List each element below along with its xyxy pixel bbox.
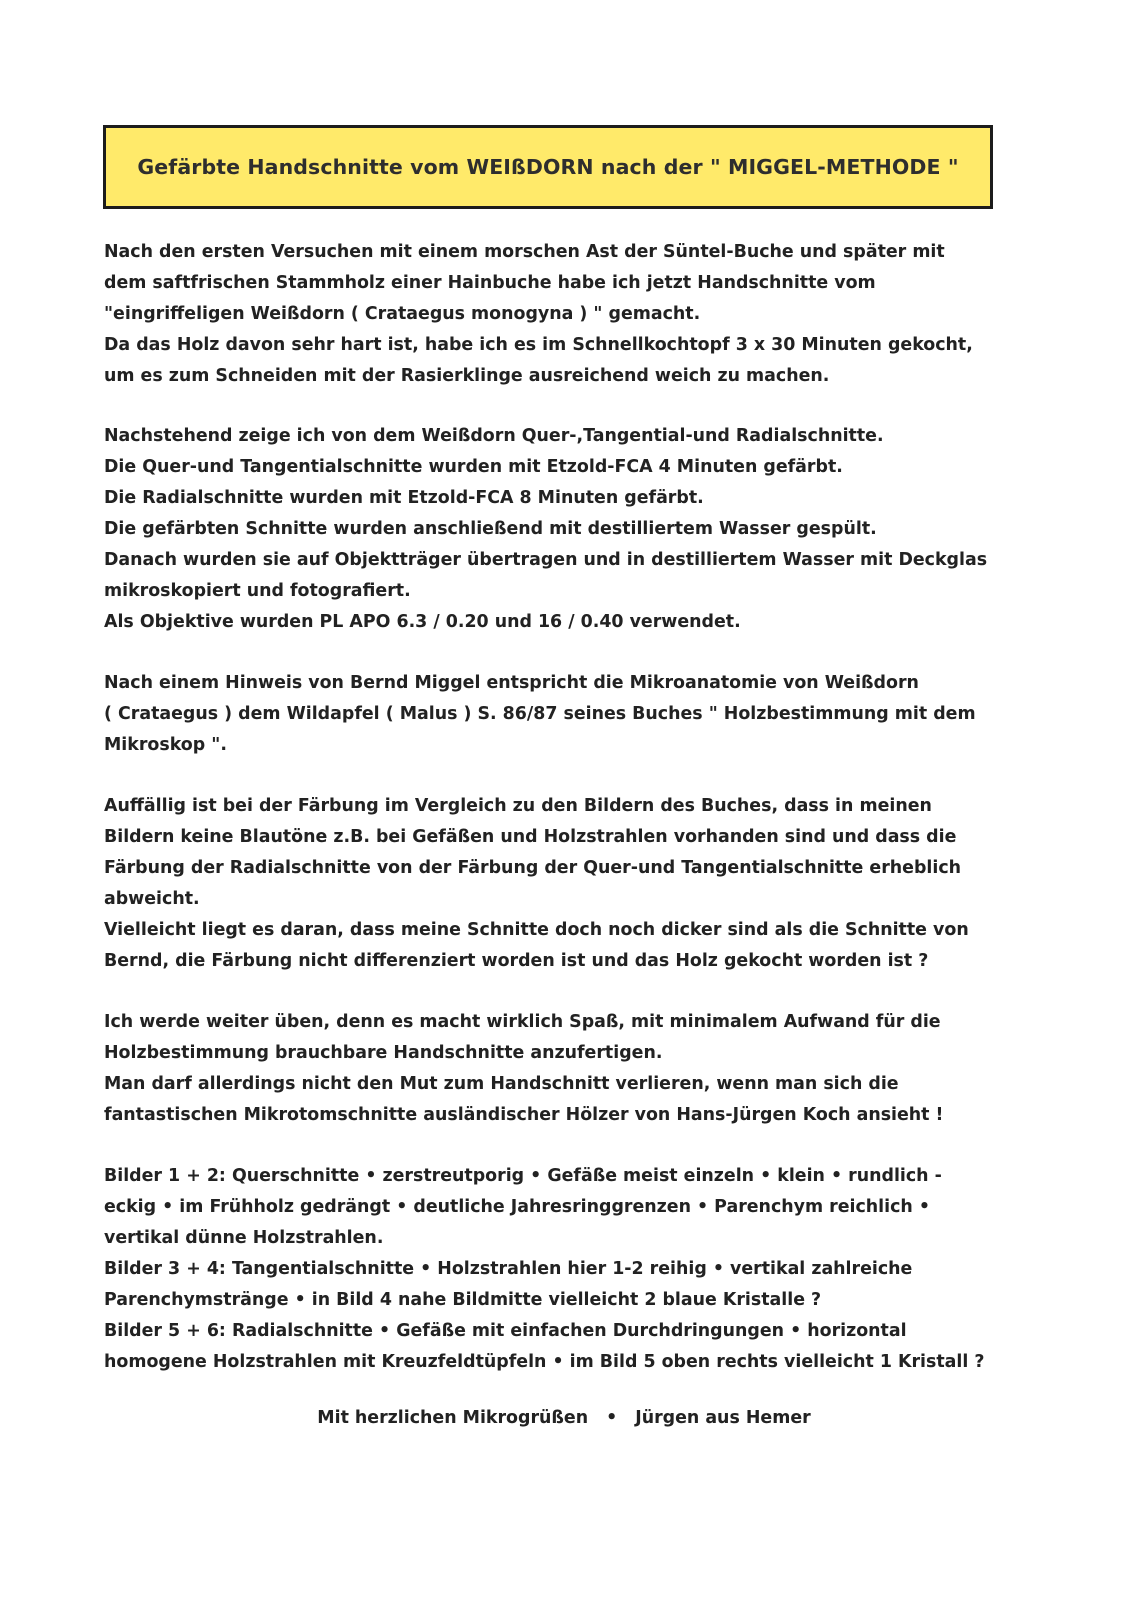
text-line: Die Quer-und Tangentialschnitte wurden mit Etzold-FCA 4 Minuten gefärbt. — [104, 457, 843, 477]
text-line: Bilder 5 + 6: Radialschnitte • Gefäße mit einfachen Durchdringungen • horizontal — [104, 1321, 907, 1341]
text-line: Ich werde weiter üben, denn es macht wirklich Spaß, mit minimalem Aufwand für die — [104, 1012, 941, 1032]
paragraph-image-captions — [104, 1161, 1004, 1378]
text-line: Färbung der Radialschnitte von der Färbung der Quer-und Tangentialschnitte erheblich — [104, 858, 962, 878]
text-line: Bilder 3 + 4: Tangentialschnitte • Holzstrahlen hier 1-2 reihig • vertikal zahlreiche — [104, 1259, 913, 1279]
text-line: Als Objektive wurden PL APO 6.3 / 0.20 und 16 / 0.40 verwendet. — [104, 612, 741, 632]
text-line: Parenchymstränge • in Bild 4 nahe Bildmitte vielleicht 2 blaue Kristalle ? — [104, 1290, 822, 1310]
title-box — [103, 125, 993, 209]
bullet-separator: • — [606, 1408, 618, 1428]
signoff-author: Jürgen aus Hemer — [635, 1408, 811, 1428]
text-line: Die gefärbten Schnitte wurden anschließend mit destilliertem Wasser gespült. — [104, 519, 877, 539]
text-line: Nach einem Hinweis von Bernd Miggel entspricht die Mikroanatomie von Weißdorn — [104, 673, 919, 693]
paragraph-conclusion — [104, 1007, 1004, 1131]
text-line: mikroskopiert und fotografiert. — [104, 581, 411, 601]
text-line: vertikal dünne Holzstrahlen. — [104, 1228, 384, 1248]
text-line: Danach wurden sie auf Objektträger übertragen und in destilliertem Wasser mit Deckglas — [104, 550, 988, 570]
paragraph-intro — [104, 237, 1004, 392]
text-line: fantastischen Mikrotomschnitte ausländischer Hölzer von Hans-Jürgen Koch ansieht ! — [104, 1105, 944, 1125]
text-line: Nachstehend zeige ich von dem Weißdorn Quer-,Tangential-und Radialschnitte. — [104, 426, 884, 446]
text-line: Holzbestimmung brauchbare Handschnitte anzufertigen. — [104, 1043, 663, 1063]
text-line: Nach den ersten Versuchen mit einem morschen Ast der Süntel-Buche und später mit — [104, 242, 945, 262]
text-line: eckig • im Frühholz gedrängt • deutliche Jahresringgrenzen • Parenchym reichlich • — [104, 1197, 930, 1217]
text-line: ( Crataegus ) dem Wildapfel ( Malus ) S. 86/87 seines Buches " Holzbestimmung mit dem — [104, 704, 976, 724]
signoff-greeting: Mit herzlichen Mikrogrüßen — [317, 1408, 589, 1428]
text-line: Mikroskop ". — [104, 735, 227, 755]
text-line: Vielleicht liegt es daran, dass meine Schnitte doch noch dicker sind als die Schnitte von — [104, 920, 969, 940]
text-line: "eingriffeligen Weißdorn ( Crataegus monogyna ) " gemacht. — [104, 304, 701, 324]
document-title: Gefärbte Handschnitte vom WEIßDORN nach der " MIGGEL-METHODE " — [137, 155, 959, 179]
text-line: Die Radialschnitte wurden mit Etzold-FCA 8 Minuten gefärbt. — [104, 488, 704, 508]
text-line: homogene Holzstrahlen mit Kreuzfeldtüpfeln • im Bild 5 oben rechts vielleicht 1 Kristall ? — [104, 1352, 985, 1372]
text-line: Auffällig ist bei der Färbung im Vergleich zu den Bildern des Buches, dass in meinen — [104, 796, 932, 816]
paragraph-reference — [104, 668, 1004, 761]
text-line: dem saftfrischen Stammholz einer Hainbuche habe ich jetzt Handschnitte vom — [104, 273, 876, 293]
signoff — [0, 1403, 1128, 1434]
text-line: Bernd, die Färbung nicht differenziert worden ist und das Holz gekocht worden ist ? — [104, 951, 929, 971]
paragraph-methods — [104, 421, 1004, 638]
text-line: um es zum Schneiden mit der Rasierklinge ausreichend weich zu machen. — [104, 366, 830, 386]
text-line: abweicht. — [104, 889, 200, 909]
text-line: Bilder 1 + 2: Querschnitte • zerstreutporig • Gefäße meist einzeln • klein • rundlich - — [104, 1166, 942, 1186]
text-line: Bildern keine Blautöne z.B. bei Gefäßen und Holzstrahlen vorhanden sind und dass die — [104, 827, 957, 847]
paragraph-observations — [104, 791, 1004, 977]
text-line: Man darf allerdings nicht den Mut zum Handschnitt verlieren, wenn man sich die — [104, 1074, 899, 1094]
text-line: Da das Holz davon sehr hart ist, habe ich es im Schnellkochtopf 3 x 30 Minuten gekocht, — [104, 335, 973, 355]
